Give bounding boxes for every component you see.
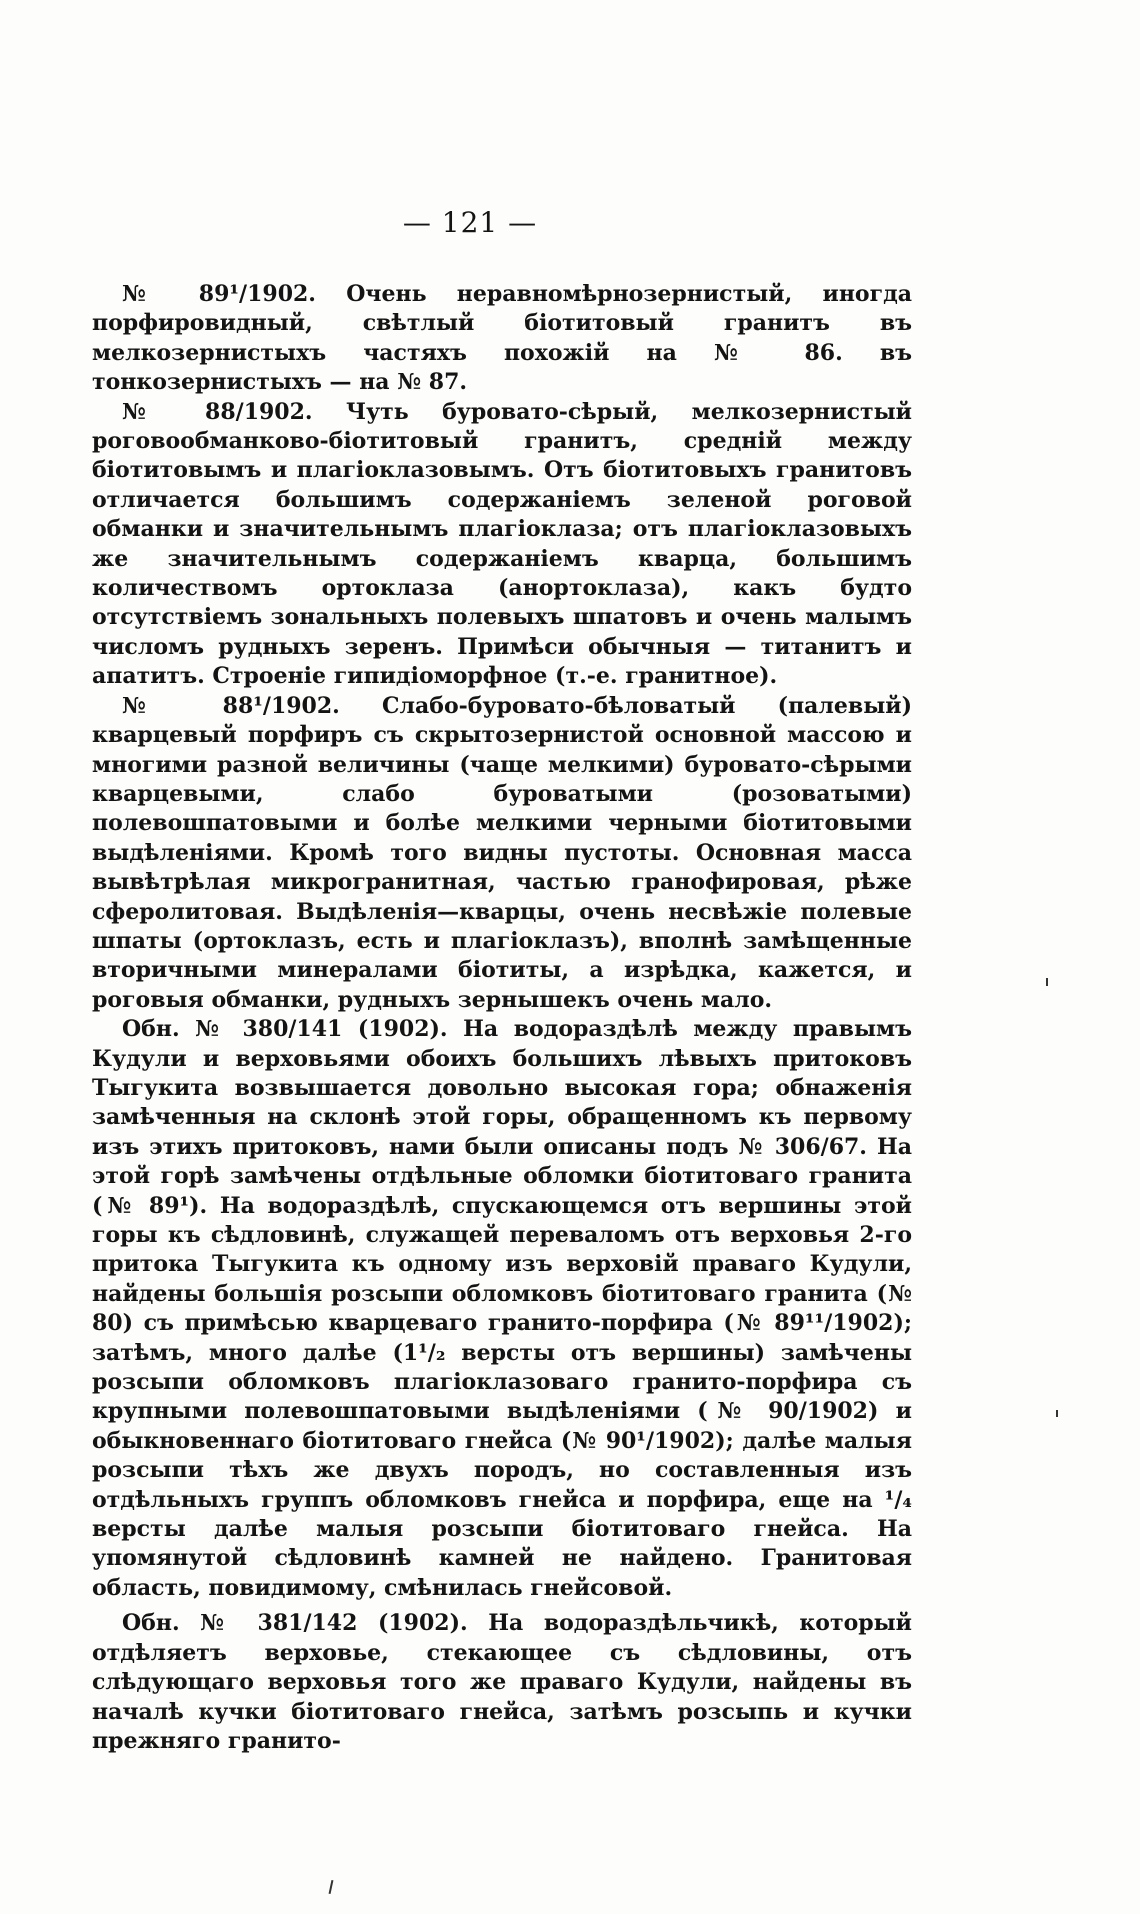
paragraph-specimen-88: № 88/1902. Чуть буровато-сѣрый, мелкозернистый роговообманково-біотитовый гранитъ, средній между біотитовымъ и плагіоклазовымъ. Отъ біотитовыхъ гранитовъ отличается большимъ содержаніемъ зеленой роговой обманки и значительнымъ плагіоклаза; отъ плагіоклазовыхъ же значительнымъ содержаніемъ кварца, большимъ количествомъ ортоклаза (анортоклаза), какъ будто отсутствіемъ зональныхъ полевыхъ шпатовъ и очень малымъ числомъ рудныхъ зеренъ. Примѣси обычныя — титанитъ и апатитъ. Строеніе гипидіоморфное (т.-е. гранитное).: [92, 398, 912, 690]
stray-mark-bottom: [329, 1880, 334, 1894]
stray-mark-right: [1046, 978, 1048, 986]
text-body: [92, 280, 912, 1756]
page-number: — 121 —: [402, 206, 538, 239]
paragraph-specimen-88-1: № 88¹/1902. Слабо-буровато-бѣловатый (палевый) кварцевый порфиръ съ скрытозернистой основной массою и многими разной величины (чаще мелкими) буровато-сѣрыми кварцевыми, слабо буроватыми (розоватыми) полевошпатовыми и болѣе мелкими черными біотитовыми выдѣленіями. Кромѣ того видны пустоты. Основная масса вывѣтрѣлая микрогранитная, частью гранофировая, рѣже сферолитовая. Выдѣленія—кварцы, очень несвѣжіе полевые шпаты (ортоклазъ, есть и плагіоклазъ), вполнѣ замѣщенные вторичными минералами біотиты, а изрѣдка, кажется, и роговыя обманки, рудныхъ зернышекъ очень мало.: [92, 692, 912, 1013]
stray-mark-right-lower: [1056, 1410, 1058, 1417]
paragraph-outcrop-380-141: Обн. № 380/141 (1902). На водораздѣлѣ между правымъ Кудули и верховьями обоихъ большихъ лѣвыхъ притоковъ Тыгукита возвышается довольно высокая гора; обнаженія замѣченныя на склонѣ этой горы, обращенномъ къ первому изъ этихъ притоковъ, нами были описаны подъ № 306/67. На этой горѣ замѣчены отдѣльные обломки біотитоваго гранита (№ 89¹). На водораздѣлѣ, спускающемся отъ вершины этой горы къ сѣдловинѣ, служащей переваломъ отъ верховья 2-го притока Тыгукита къ одному изъ верховій праваго Кудули, найдены большія розсыпи обломковъ біотитоваго гранита (№ 80) съ примѣсью кварцеваго гранито-порфира (№ 89¹¹/1902); затѣмъ, много далѣе (1¹/₂ версты отъ вершины) замѣчены розсыпи обломковъ плагіоклазоваго гранито-порфира съ крупными полевошпатовыми выдѣленіями (№ 90/1902) и обыкновеннаго біотитоваго гнейса (№ 90¹/1902); далѣе малыя розсыпи тѣхъ же двухъ породъ, но составленныя изъ отдѣльныхъ группъ обломковъ гнейса и порфира, еще на ¹/₄ версты далѣе малыя розсыпи біотитоваго гнейса. На упомянутой сѣдловинѣ камней не найдено. Гранитовая область, повидимому, смѣнилась гнейсовой.: [92, 1016, 912, 1601]
paragraph-outcrop-381-142: Обн. № 381/142 (1902). На водораздѣльчикѣ, который отдѣляетъ верховье, стекающее съ сѣдловины, отъ слѣдующаго верховья того же праваго Кудули, найдены въ началѣ кучки біотитоваго гнейса, затѣмъ розсыпь и кучки прежняго гранито-: [92, 1610, 912, 1754]
paragraph-specimen-89-1: № 89¹/1902. Очень неравномѣрнозернистый, иногда порфировидный, свѣтлый біотитовый гранитъ въ мелкозернистыхъ частяхъ похожій на № 86. въ тонкозернистыхъ — на № 87.: [92, 281, 912, 396]
